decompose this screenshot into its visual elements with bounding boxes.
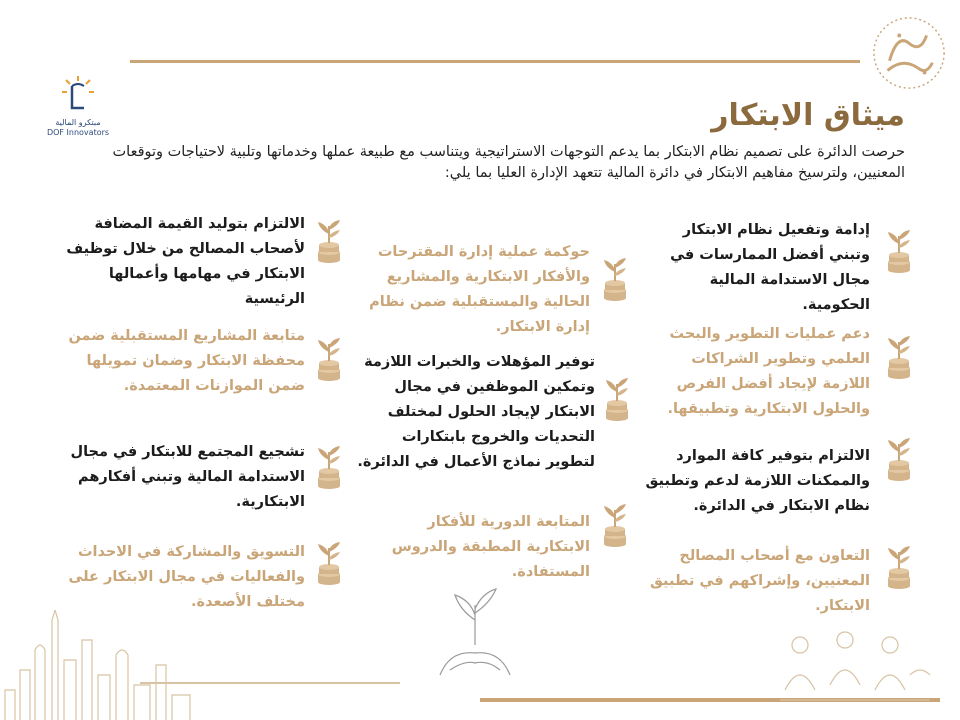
- right-item-1: [640, 218, 870, 318]
- left-item-1-text: الالتزام بتوليد القيمة المضافة لأصحاب المصالح من خلال توظيف الابتكار في مهامها وأعمالها الرئيسية: [66, 216, 305, 307]
- left-item-3: [60, 440, 305, 515]
- bottom-divider-left: [140, 682, 400, 684]
- plant-coins-icon: [882, 334, 916, 380]
- dof-seal-logo: [870, 14, 948, 92]
- page-title: ميثاق الابتكار: [711, 98, 905, 133]
- plant-coins-icon: [312, 336, 346, 382]
- plant-coins-icon: [312, 540, 346, 586]
- right-item-2-text: دعم عمليات التطوير والبحث العلمي وتطوير الشراكات اللازمة لإيجاد أفضل الفرص والحلول الابتكارية وتطبيقها.: [667, 326, 870, 417]
- plant-coins-icon: [882, 544, 916, 590]
- left-item-2-text: متابعة المشاريع المستقبلية ضمن محفظة الابتكار وضمان تمويلها ضمن الموازنات المعتمدة.: [68, 328, 305, 394]
- left-item-3-text: تشجيع المجتمع للابتكار في مجال الاستدامة المالية وتبني أفكارهم الابتكارية.: [70, 444, 305, 510]
- hands-seedling-illustration: [420, 575, 530, 685]
- middle-item-1: [360, 240, 590, 340]
- intro-paragraph: حرصت الدائرة على تصميم نظام الابتكار بما يدعم التوجهات الاستراتيجية ويتناسب مع طبيعة عملها وخدماتها وتلبية لاحتياجات وتوقعات المعنيين، ولترسيخ مفاهيم الابتكار في دائرة المالية تتعهد الإدارة العليا بما يلي:: [112, 144, 905, 181]
- plant-coins-icon: [882, 436, 916, 482]
- plant-coins-icon: [882, 228, 916, 274]
- right-item-4-text: التعاون مع أصحاب المصالح المعنيين، وإشراكهم في تطبيق الابتكار.: [649, 548, 870, 614]
- logo-arabic-text: مبتكرو المالية: [55, 118, 101, 127]
- middle-item-3-text: المتابعة الدورية للأفكار الابتكارية المطبقة والدروس المستفادة.: [391, 514, 590, 580]
- middle-item-2-text: توفير المؤهلات والخبرات اللازمة وتمكين الموظفين في مجال الابتكار لإيجاد الحلول لمختلف التحديات والخروج بابتكارات لتطوير نماذج الأعمال في الدائرة.: [357, 354, 595, 470]
- left-item-4: [60, 540, 305, 615]
- plant-coins-icon: [600, 376, 634, 422]
- right-item-2: [640, 322, 870, 422]
- header-divider: [130, 60, 860, 63]
- middle-item-2: [355, 350, 595, 475]
- left-item-2: [60, 324, 305, 399]
- right-item-3-text: الالتزام بتوفير كافة الموارد والممكنات اللازمة لدعم وتطبيق نظام الابتكار في الدائرة.: [645, 448, 870, 514]
- skyline-illustration: [0, 610, 200, 720]
- lightbulb-logo-icon: [58, 74, 98, 114]
- middle-item-3: [360, 510, 590, 585]
- logo-english-text: DOF Innovators: [46, 128, 110, 137]
- right-item-4: [640, 544, 870, 619]
- middle-item-1-text: حوكمة عملية إدارة المقترحات والأفكار الابتكارية والمشاريع الحالية والمستقبلية ضمن نظام إدارة الابتكار.: [369, 244, 590, 335]
- left-item-4-text: التسويق والمشاركة في الاحداث والفعاليات في مجال الابتكار على مختلف الأصعدة.: [68, 544, 305, 610]
- right-item-1-text: إدامة وتفعيل نظام الابتكار وتبني أفضل الممارسات في مجال الاستدامة المالية الحكومية.: [670, 222, 870, 313]
- left-item-1: [60, 212, 305, 312]
- plant-coins-icon: [312, 218, 346, 264]
- right-item-3: [640, 444, 870, 519]
- plant-coins-icon: [598, 502, 632, 548]
- plant-coins-icon: [598, 256, 632, 302]
- plant-coins-icon: [312, 444, 346, 490]
- meeting-people-illustration: [770, 620, 940, 710]
